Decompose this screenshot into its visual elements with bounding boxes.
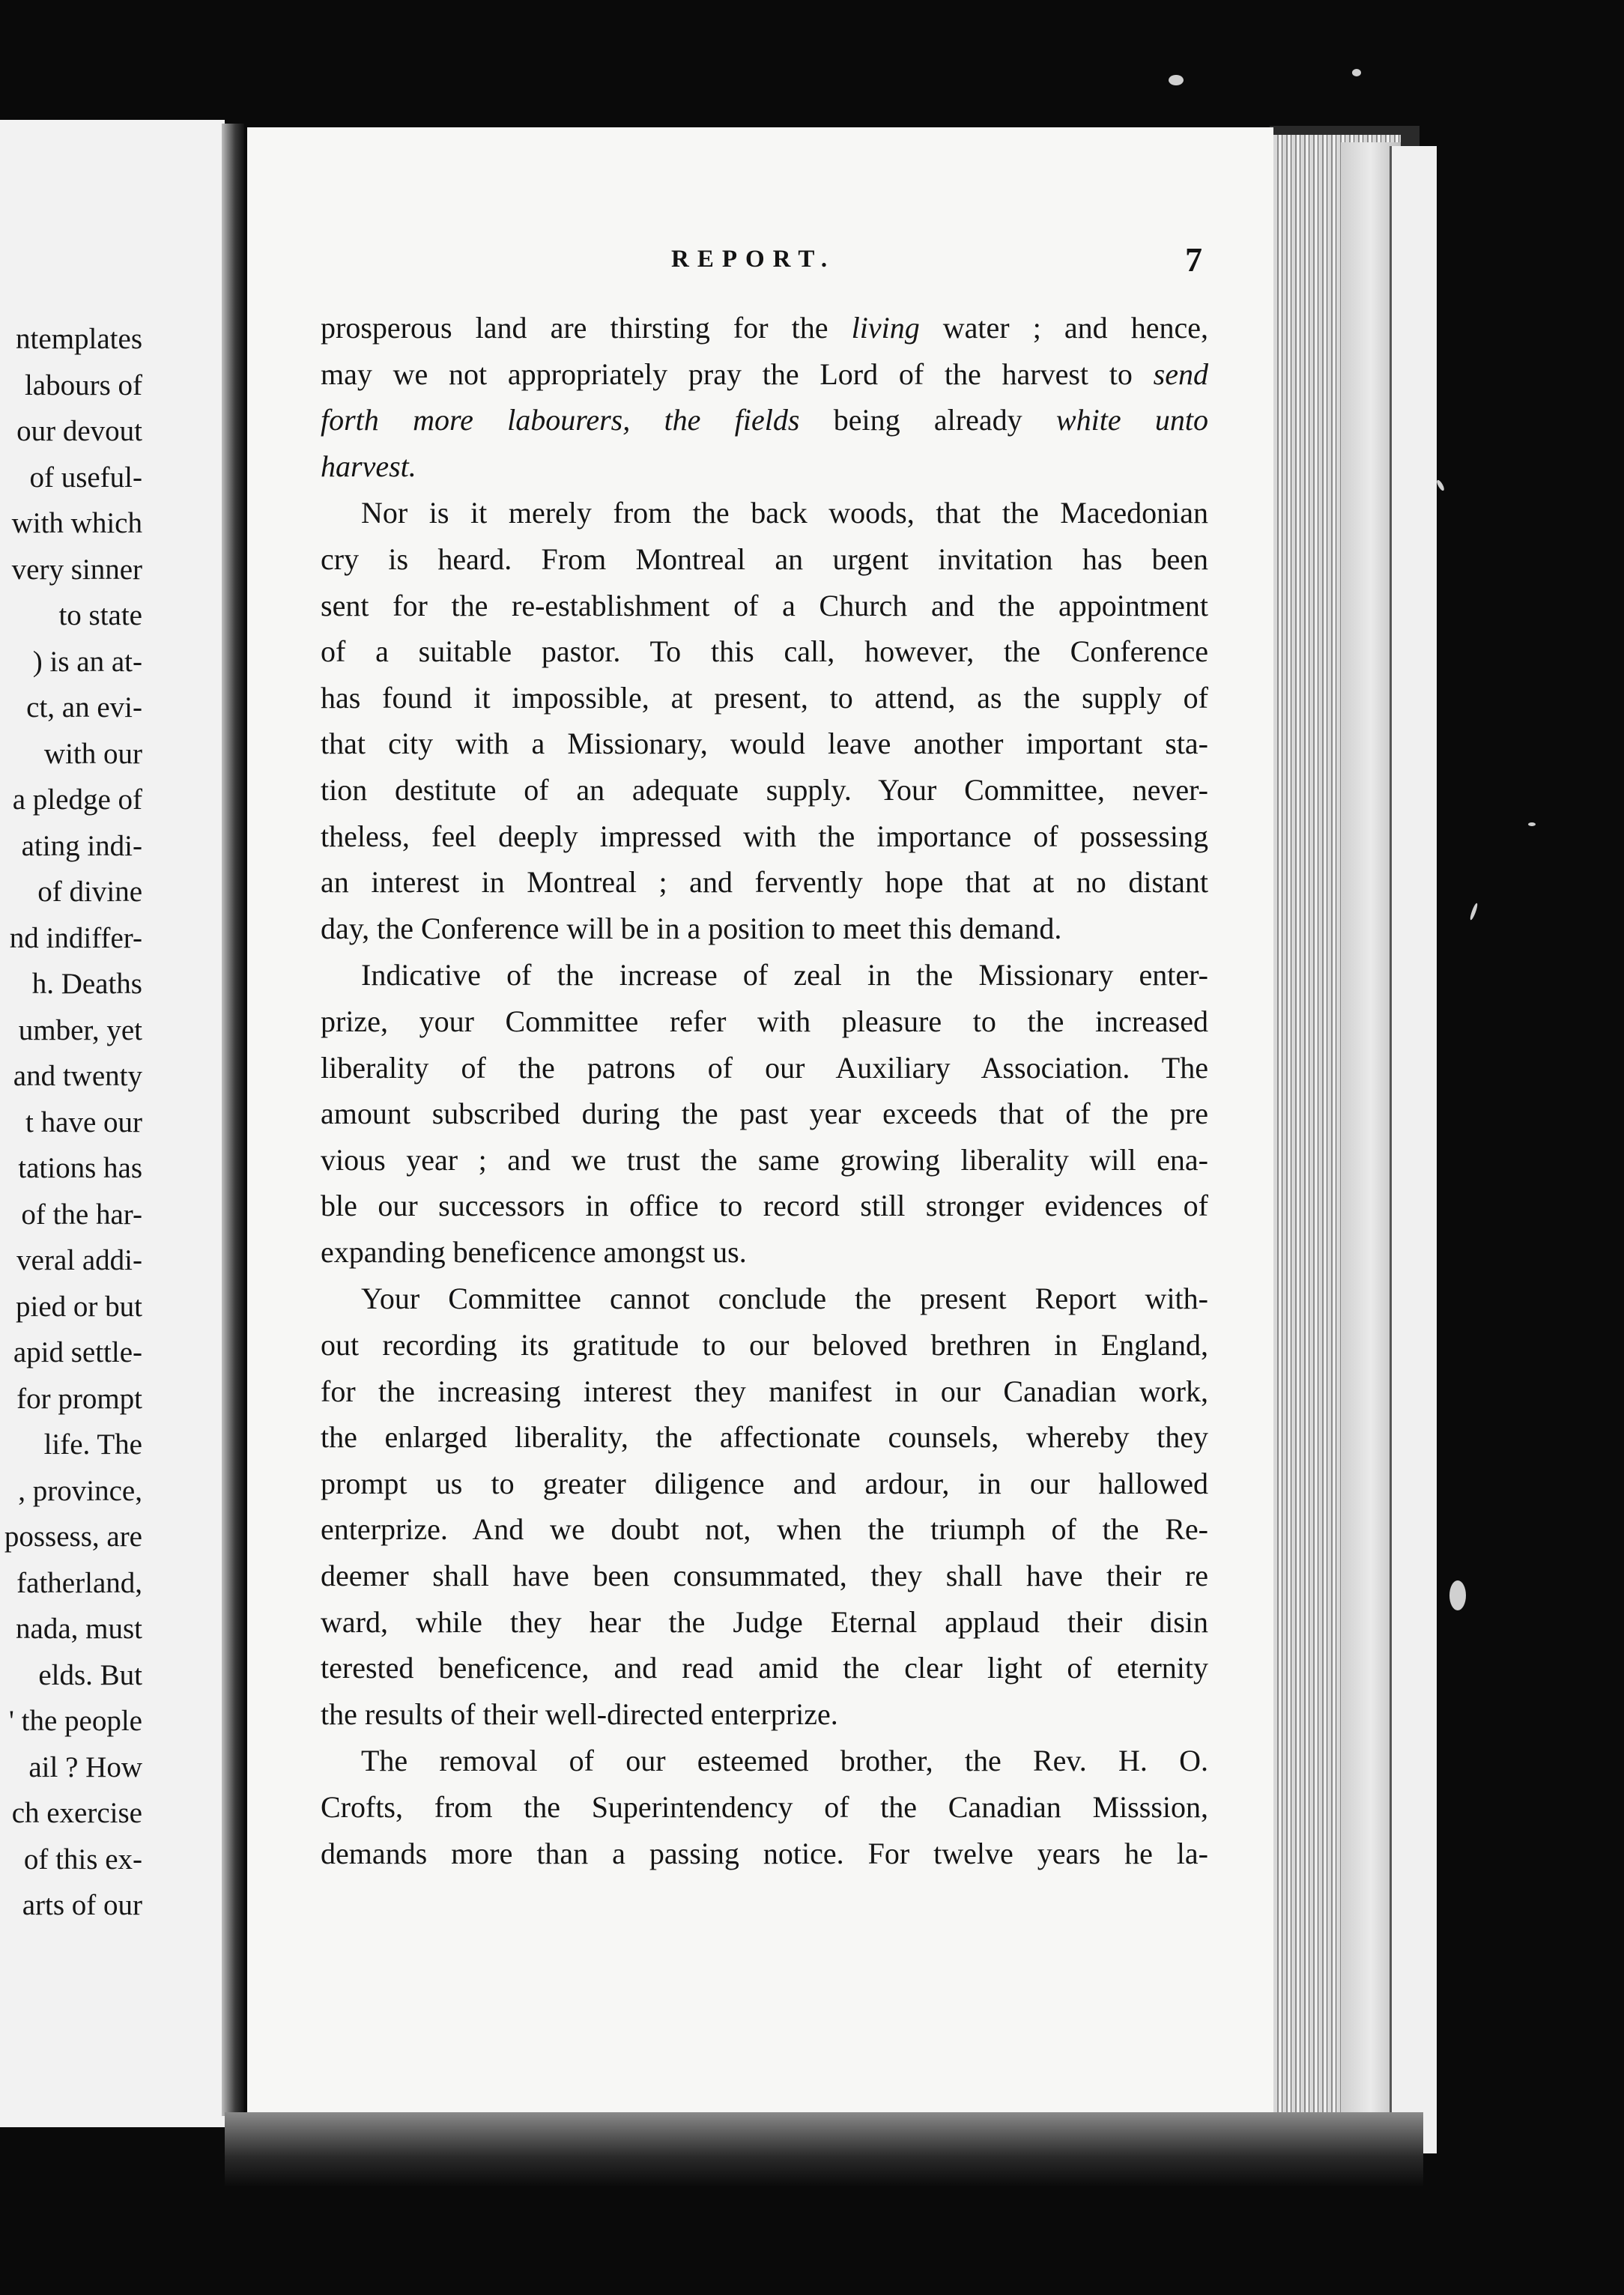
left-line: , province, bbox=[18, 1474, 142, 1507]
text-line: terested beneficence, and read amid the clear light of eternity bbox=[321, 1651, 1208, 1685]
page-body bbox=[321, 305, 1208, 1876]
text-line: enterprize. And we doubt not, when the triumph of the Re- bbox=[321, 1512, 1208, 1547]
left-line: tations has bbox=[18, 1152, 142, 1184]
text-line: that city with a Missionary, would leave another important sta- bbox=[321, 727, 1208, 761]
left-page-text bbox=[0, 316, 142, 1929]
text-line: expanding beneficence amongst us. bbox=[321, 1234, 747, 1269]
book-cover-board bbox=[1390, 146, 1437, 2153]
text-line: sent for the re-establishment of a Church and the appointment bbox=[321, 588, 1208, 622]
running-title: REPORT. bbox=[671, 246, 836, 273]
left-line: ntemplates bbox=[16, 323, 142, 355]
scan-speck bbox=[1352, 69, 1361, 76]
text-line: an interest in Montreal ; and fervently hope that at no distant bbox=[321, 865, 1208, 900]
left-line: labours of bbox=[24, 369, 142, 401]
text-line: Your Committee cannot conclude the present Report with- bbox=[361, 1282, 1208, 1316]
text-line: of a suitable pastor. To this call, however, the Conference bbox=[321, 634, 1208, 669]
left-line: of the har- bbox=[21, 1198, 142, 1231]
text-line: The removal of our esteemed brother, the Rev. H. O. bbox=[361, 1744, 1208, 1778]
text-line: may we not appropriately pray the Lord of the harvest to send bbox=[321, 357, 1208, 391]
text-line: day, the Conference will be in a position to meet this demand. bbox=[321, 911, 1062, 945]
left-line: fatherland, bbox=[16, 1566, 142, 1599]
italic-word: living bbox=[851, 311, 920, 345]
left-line: ail ? How bbox=[28, 1750, 142, 1783]
text-line: amount subscribed during the past year exceeds that of the pre bbox=[321, 1097, 1208, 1131]
left-line: arts of our bbox=[22, 1889, 142, 1921]
text-line bbox=[321, 443, 1208, 490]
left-line: very sinner bbox=[11, 553, 142, 586]
text-line: liberality of the patrons of our Auxiliary Association. The bbox=[321, 1050, 1208, 1085]
text-line: tion destitute of an adequate supply. Your Committee, never- bbox=[321, 772, 1208, 807]
italic-word: send bbox=[1153, 357, 1208, 391]
paragraph bbox=[321, 490, 1208, 951]
left-line: life. The bbox=[43, 1428, 142, 1461]
text-line: Nor is it merely from the back woods, that the Macedonian bbox=[361, 496, 1208, 530]
left-line: elds. But bbox=[38, 1658, 142, 1691]
left-line: of divine bbox=[37, 876, 142, 908]
text-line: prize, your Committee refer with pleasure to the increased bbox=[321, 1004, 1208, 1038]
left-line: with our bbox=[43, 737, 142, 770]
text-line: ble our successors in office to record still stronger evidences of bbox=[321, 1189, 1208, 1223]
text-line: the results of their well-directed enterprize. bbox=[321, 1697, 838, 1731]
italic-word: harvest. bbox=[321, 449, 416, 483]
italic-phrase: white unto bbox=[1055, 403, 1209, 437]
left-line: pied or but bbox=[16, 1290, 142, 1323]
left-line: apid settle- bbox=[13, 1336, 142, 1368]
left-facing-page bbox=[0, 120, 225, 2127]
left-line: ating indi- bbox=[21, 829, 142, 862]
left-line: for prompt bbox=[16, 1382, 142, 1415]
text-line: Crofts, from the Superintendency of the Canadian Misssion, bbox=[321, 1790, 1208, 1824]
text-line: cry is heard. From Montreal an urgent invitation has been bbox=[321, 542, 1208, 576]
left-line: our devout bbox=[16, 415, 142, 447]
left-line: ' the people bbox=[8, 1705, 142, 1737]
left-line: umber, yet bbox=[18, 1013, 142, 1046]
scan-speck bbox=[1435, 479, 1445, 492]
book-gutter bbox=[222, 124, 244, 2116]
text-line: has found it impossible, at present, to attend, as the supply of bbox=[321, 680, 1208, 715]
text-line: the enlarged liberality, the affectionate counsels, whereby they bbox=[321, 1420, 1208, 1455]
left-line: nd indiffer- bbox=[9, 921, 142, 954]
paragraph bbox=[321, 305, 1208, 489]
text-line: Indicative of the increase of zeal in the Missionary enter- bbox=[361, 958, 1208, 992]
text-line: ward, while they hear the Judge Eternal applaud their disin bbox=[321, 1604, 1208, 1639]
left-line: possess, are bbox=[4, 1521, 142, 1553]
left-line: of this ex- bbox=[23, 1843, 142, 1876]
paragraph bbox=[321, 1276, 1208, 1737]
page-bottom-shadow bbox=[225, 2112, 1423, 2187]
text-line: for the increasing interest they manifest in our Canadian work, bbox=[321, 1374, 1208, 1408]
text-line: theless, feel deeply impressed with the importance of possessing bbox=[321, 819, 1208, 853]
page-number: 7 bbox=[1185, 240, 1202, 279]
scan-speck bbox=[1449, 1580, 1466, 1610]
left-line: a pledge of bbox=[12, 783, 142, 816]
left-line: ch exercise bbox=[11, 1797, 142, 1829]
text-line: out recording its gratitude to our beloved brethren in England, bbox=[321, 1328, 1208, 1362]
left-line: and twenty bbox=[13, 1060, 142, 1092]
left-line: nada, must bbox=[16, 1613, 142, 1645]
text-line: deemer shall have been consummated, they shall have their re bbox=[321, 1559, 1208, 1593]
italic-phrase: the fields bbox=[664, 403, 800, 437]
scan-speck bbox=[1469, 903, 1479, 921]
text-line: prompt us to greater diligence and ardour, in our hallowed bbox=[321, 1466, 1208, 1500]
left-line: veral addi- bbox=[16, 1244, 142, 1276]
left-line: of useful- bbox=[29, 461, 142, 494]
left-line: with which bbox=[11, 507, 142, 539]
paragraph bbox=[321, 1738, 1208, 1876]
text-line: vious year ; and we trust the same growing liberality will ena- bbox=[321, 1142, 1208, 1177]
scan-speck bbox=[1169, 75, 1184, 85]
left-line: t have our bbox=[25, 1106, 142, 1139]
left-line: ) is an at- bbox=[32, 645, 142, 678]
text-line: prosperous land are thirsting for the living water ; and hence, bbox=[321, 311, 1208, 345]
text-line: demands more than a passing notice. For twelve years he la- bbox=[321, 1836, 1208, 1870]
left-line: ct, an evi- bbox=[26, 691, 142, 724]
scan-speck bbox=[1528, 822, 1536, 826]
italic-phrase: forth more labourers, bbox=[321, 403, 631, 437]
left-line: h. Deaths bbox=[31, 968, 142, 1000]
paragraph bbox=[321, 952, 1208, 1275]
text-line: forth more labourers, the fields being already white unto bbox=[321, 403, 1209, 437]
left-line: to state bbox=[58, 599, 142, 631]
